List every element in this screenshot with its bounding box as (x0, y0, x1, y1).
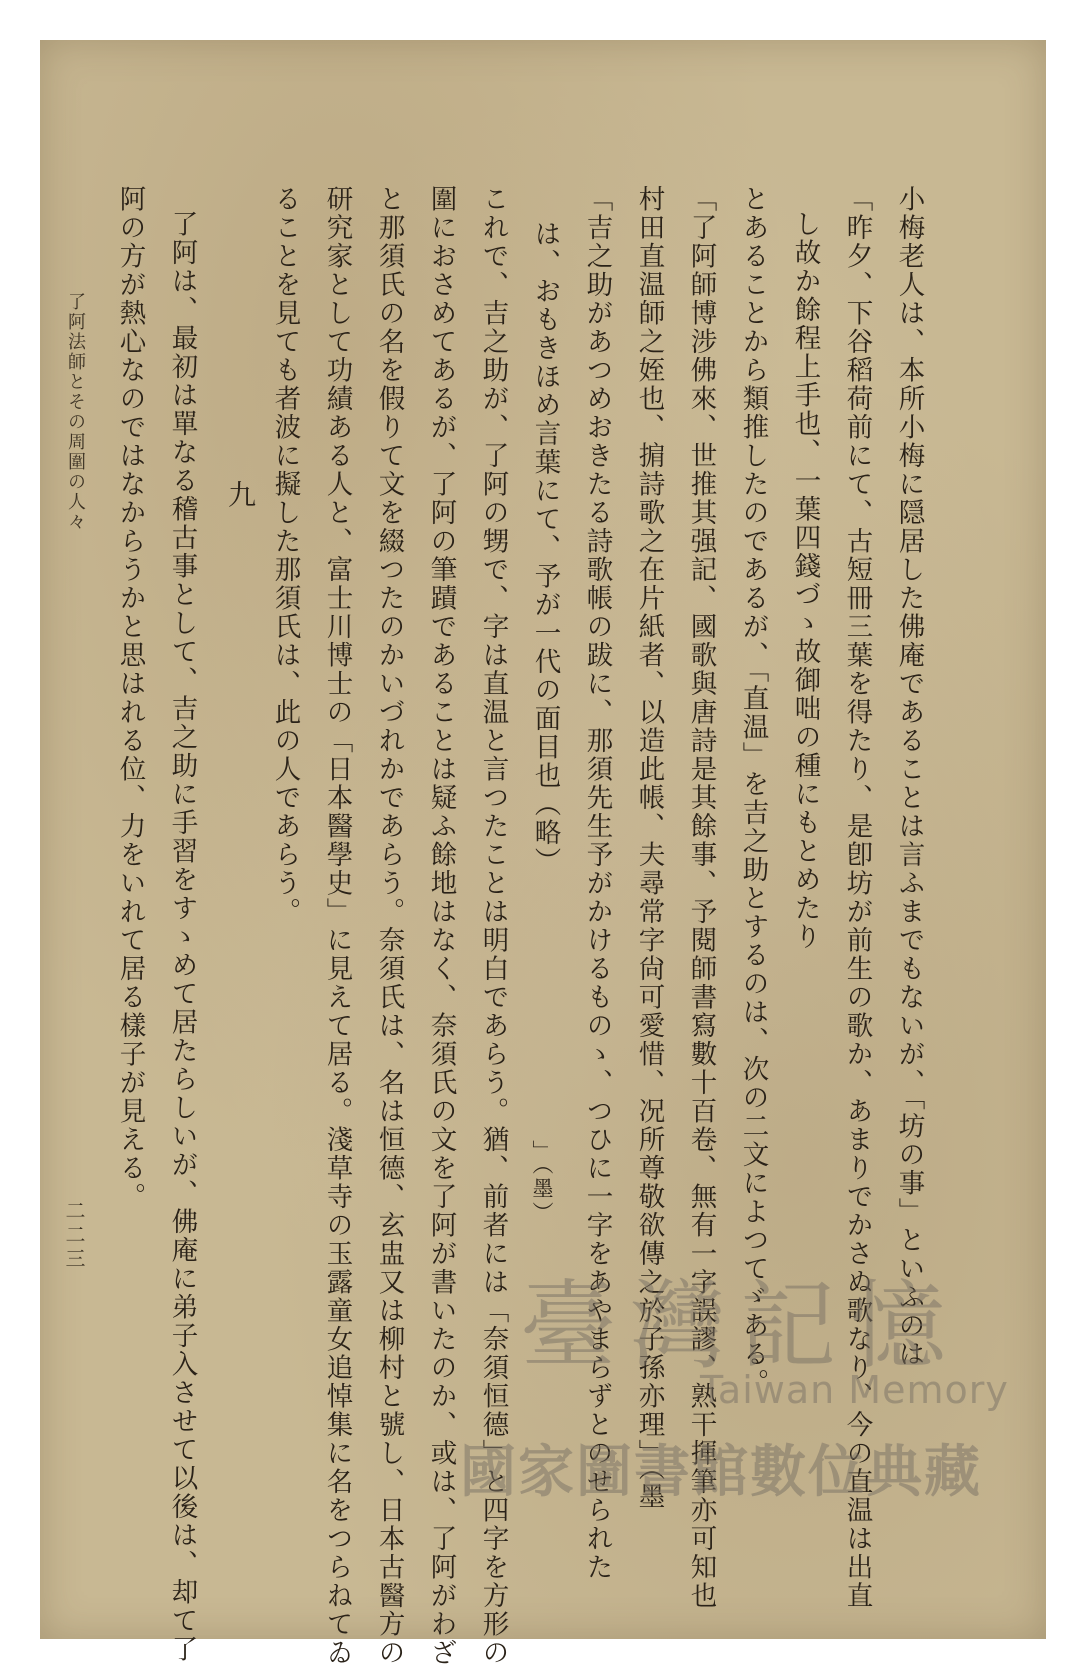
text-column-9: これで、吉之助が、了阿の甥で、字は直温と言つたことは明白であらう。猶、前者には「奈須恒德」と四字を方形の (477, 185, 509, 1667)
text-column-10: 圍におさめてあるが、了阿の筆蹟であることは疑ふ餘地はなく、奈須氏の文を了阿が書いたのか、或は、了阿がわざ (425, 185, 457, 1667)
text-column-1: 小梅老人は、本所小梅に隠居した佛庵であることは言ふまでもないが、「坊の事」といふのは (893, 185, 925, 1369)
page-number: 二二三 (62, 1200, 86, 1272)
text-column-13: ることを見ても者波に擬した那須氏は、此の人であらう。 (269, 185, 301, 926)
text-column-8: は、おもきほめ言葉にて、予が一代の面目也（略） (529, 220, 561, 876)
annotation-note: 」（墨） (530, 1140, 554, 1226)
running-header: 了阿法師とその周圍の人々 (65, 292, 86, 532)
text-column-2: 「昨夕、下谷稻荷前にて、古短冊三葉を得たり、是卽坊が前生の歌か、あまりでかさぬ歌なり、今の直温は出直 (841, 185, 873, 1610)
book-page (40, 40, 1046, 1667)
text-column-6: 村田直温師之姪也、掮詩歌之在片紙者、以造此帳、夫尋常字尙可愛惜、况所尊敬欲傳之於子孫亦理」（墨 (633, 185, 665, 1512)
section-number: 九 (224, 480, 257, 508)
text-column-15: 阿の方が熱心なのではなからうかと思はれる位、力をいれて居る樣子が見える。 (114, 185, 146, 1211)
text-column-12: 研究家として功績ある人と、富士川博士の「日本醫學史」に見えて居る。淺草寺の玉露童女追悼集に名をつらねてゐ (321, 185, 353, 1667)
text-column-14: 了阿は、最初は單なる稽古事として、吉之助に手習をすゝめて居たらしいが、佛庵に弟子入させて以後は、却て了 (166, 210, 198, 1664)
text-column-3: し故か餘程上手也、一葉四錢づゝ故御咄の種にもとめたり (789, 210, 821, 951)
text-column-11: と那須氏の名を假りて文を綴つたのかいづれかであらう。奈須氏は、名は恒德、玄盅又は柳村と號し、日本古醫方の (373, 185, 405, 1667)
text-column-4: とあることから類推したのであるが、「直温」を吉之助とするのは、次の二文によつてゞある。 (737, 185, 769, 1398)
watermark-sub: 國家圖書館數位典藏 (460, 1440, 982, 1505)
text-column-7: 「吉之助があつめおきたる詩歌帳の跋に、那須先生予がかけるものゝ、つひに一字をあやまらずとのせられた (581, 185, 613, 1582)
text-column-5: 「了阿師博涉佛來、世推其强記、國歌與唐詩是其餘事、予閱師書寫數十百卷、無有一字誤謬、熟干揮筆亦可知也 (685, 185, 717, 1610)
watermark-english: Taiwan Memory (700, 1368, 1009, 1412)
watermark-main: 臺灣記憶 (520, 1270, 960, 1382)
